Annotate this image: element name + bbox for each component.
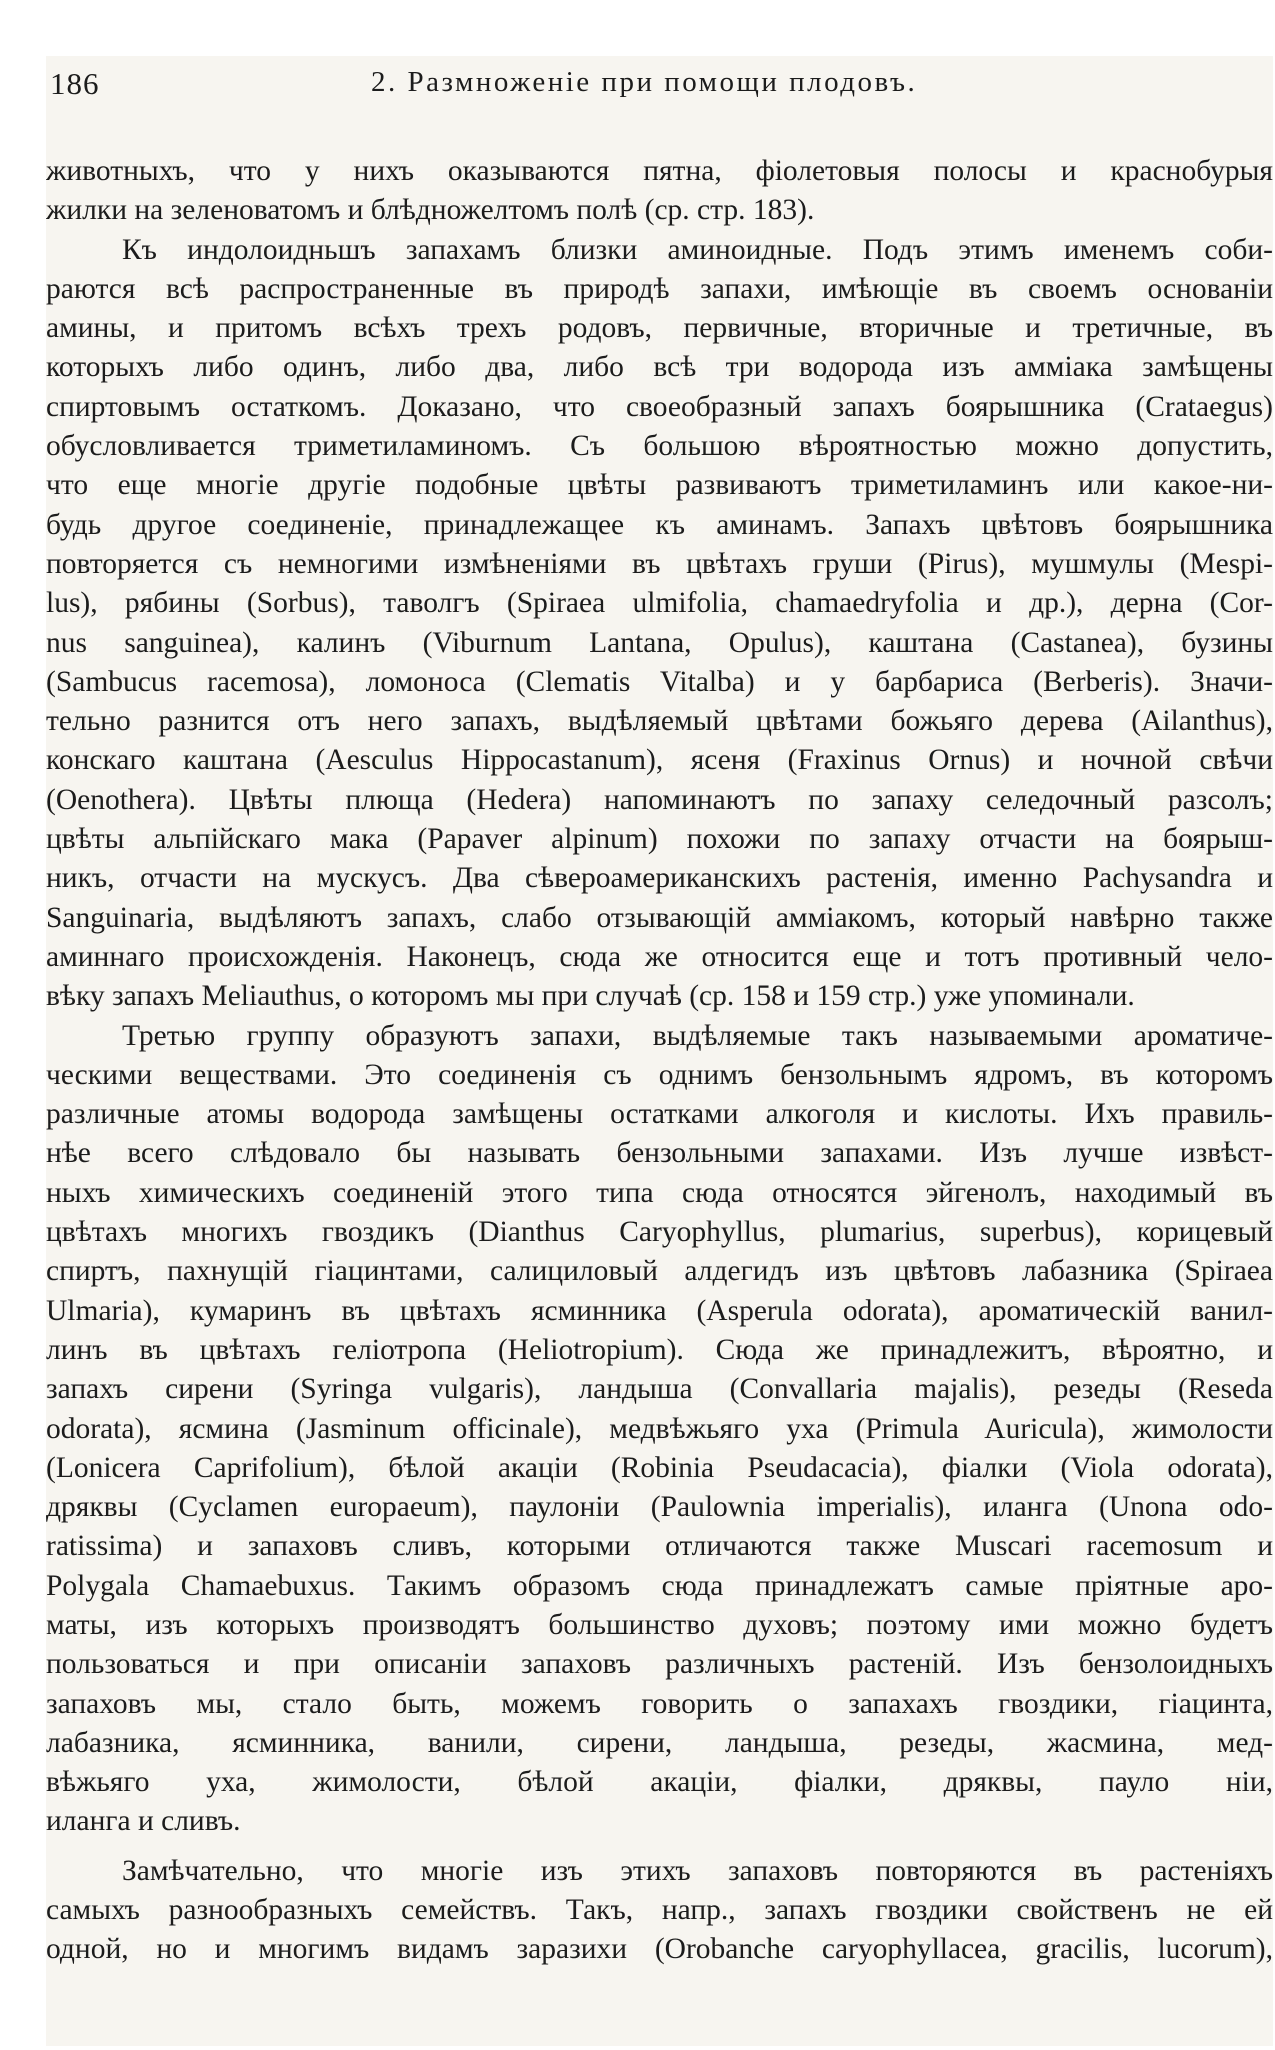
text-line: жилки на зеленоватомъ и блѣдножелтомъ полѣ (ср. стр. 183). <box>46 194 815 227</box>
text-line: одной, но и многимъ видамъ заразихи (Orobanche caryophyllacea, gracilis, lucorum), <box>46 1933 1273 1966</box>
text-line: линъ въ цвѣтахъ геліотропа (Heliotropium). Сюда же принадлежитъ, вѣроятно, и <box>46 1333 1273 1366</box>
text-line: цвѣтахъ многихъ гвоздикъ (Dianthus Caryophyllus, plumarius, superbus), корицевый <box>46 1216 1273 1249</box>
text-line: запаховъ мы, стало быть, можемъ говорить о запахахъ гвоздики, гіацинта, <box>46 1687 1273 1720</box>
text-line: Polygala Chamaebuxus. Такимъ образомъ сюда принадлежатъ самые пріятные аро- <box>46 1569 1273 1602</box>
page-header <box>46 66 1273 106</box>
text-line: Третью группу образуютъ запахи, выдѣляемые такъ называемыми ароматиче- <box>122 1019 1273 1052</box>
text-line: lus), рябины (Sorbus), таволгъ (Spiraea ulmifolia, chamaedryfolia и др.), дерна (Cor- <box>46 587 1273 620</box>
text-line: повторяется съ немногими измѣненіями въ цвѣтахъ груши (Pirus), мушмулы (Mespi- <box>46 547 1273 580</box>
text-line: Ulmaria), кумаринъ въ цвѣтахъ ясминника (Asperula odorata), ароматическій ванил- <box>46 1294 1273 1327</box>
text-line: аминнаго происхожденія. Наконецъ, сюда же относится еще и тотъ противный чело- <box>46 940 1273 973</box>
text-line: пользоваться и при описаніи запаховъ различныхъ растеній. Изъ бензолоидныхъ <box>46 1648 1273 1681</box>
running-head: 2. Размноженіе при помощи плодовъ. <box>371 66 918 98</box>
text-line: Замѣчательно, что многіе изъ этихъ запаховъ повторяются въ растеніяхъ <box>122 1854 1273 1887</box>
book-page <box>46 56 1273 2046</box>
text-line: раются всѣ распространенные въ природѣ запахи, имѣющіе въ своемъ основаніи <box>46 272 1273 305</box>
text-line: Къ индолоидньшъ запахамъ близки аминоидные. Подъ этимъ именемъ соби- <box>122 233 1273 266</box>
text-line: (Sambucus racemosa), ломоноса (Clematis Vitalba) и у барбариса (Berberis). Значи- <box>46 665 1273 698</box>
text-line: запахъ сирени (Syringa vulgaris), ландыша (Convallaria majalis), резеды (Reseda <box>46 1373 1273 1406</box>
text-line: вѣжьяго уха, жимолости, бѣлой акаціи, фіалки, дряквы, пауло ніи, <box>46 1766 1273 1799</box>
body-text <box>46 152 1273 1970</box>
text-line: которыхъ либо одинъ, либо два, либо всѣ три водорода изъ амміака замѣщены <box>46 351 1273 384</box>
text-line: обусловливается триметиламиномъ. Съ большою вѣроятностью можно допустить, <box>46 430 1273 463</box>
text-line: будь другое соединеніе, принадлежащее къ аминамъ. Запахъ цвѣтовъ боярышника <box>46 508 1273 541</box>
text-line: никъ, отчасти на мускусъ. Два сѣвероамериканскихъ растенія, именно Pachysandra и <box>46 862 1273 895</box>
text-line: спиртъ, пахнущій гіацинтами, салициловый алдегидъ изъ цвѣтовъ лабазника (Spiraea <box>46 1255 1273 1288</box>
text-line: что еще многіе другіе подобные цвѣты развиваютъ триметиламинъ или какое-ни- <box>46 469 1273 502</box>
text-line: odorata), ясмина (Jasminum officinale), медвѣжьяго уха (Primula Auricula), жимолости <box>46 1412 1273 1445</box>
text-line: тельно разнится отъ него запахъ, выдѣляемый цвѣтами божьяго дерева (Ailanthus), <box>46 705 1273 738</box>
text-line: дряквы (Cyclamen europaeum), паулоніи (Paulownia imperialis), иланга (Unona odo- <box>46 1491 1273 1524</box>
text-line: лабазника, ясминника, ванили, сирени, ландыша, резеды, жасмина, мед- <box>46 1726 1273 1759</box>
text-line: nus sanguinea), калинъ (Viburnum Lantana, Opulus), каштана (Castanea), бузины <box>46 626 1273 659</box>
text-line: животныхъ, что у нихъ оказываются пятна, фіолетовыя полосы и краснобурыя <box>46 155 1273 187</box>
text-line: нѣе всего слѣдовало бы называть бензольными запахами. Изъ лучше извѣст- <box>46 1137 1273 1170</box>
text-line: самыхъ разнообразныхъ семействъ. Такъ, напр., запахъ гвоздики свойственъ не ей <box>46 1894 1273 1927</box>
text-line: вѣку запахъ Meliauthus, о которомъ мы при случаѣ (ср. 158 и 159 стр.) уже упоминали. <box>46 980 1135 1013</box>
text-line: (Oenothera). Цвѣты плюща (Hedera) напоминаютъ по запаху селедочный разсолъ; <box>46 783 1273 816</box>
text-line: ratissima) и запаховъ сливъ, которыми отличаются также Muscari racemosum и <box>46 1530 1273 1563</box>
text-line: (Lonicera Caprifolium), бѣлой акаціи (Robinia Pseudacacia), фіалки (Viola odorata), <box>46 1451 1273 1484</box>
page-number: 186 <box>50 66 100 101</box>
text-line: иланга и сливъ. <box>46 1805 241 1838</box>
text-line: ныхъ химическихъ соединеній этого типа сюда относятся эйгенолъ, находимый въ <box>46 1176 1273 1209</box>
text-line: конскаго каштана (Aesculus Hippocastanum), ясеня (Fraxinus Ornus) и ночной свѣчи <box>46 744 1273 777</box>
text-line: маты, изъ которыхъ производятъ большинство духовъ; поэтому ими можно будетъ <box>46 1608 1273 1641</box>
text-line: Sanguinaria, выдѣляютъ запахъ, слабо отзывающій амміакомъ, который навѣрно также <box>46 901 1273 934</box>
text-line: ческими веществами. Это соединенія съ однимъ бензольнымъ ядромъ, въ которомъ <box>46 1058 1273 1091</box>
paragraph-gap <box>46 1842 1273 1852</box>
text-line: спиртовымъ остаткомъ. Доказано, что своеобразный запахъ боярышника (Crataegus) <box>46 390 1273 423</box>
text-line: цвѣты альпійскаго мака (Papaver alpinum) похожи по запаху отчасти на боярыш- <box>46 823 1273 856</box>
text-line: амины, и притомъ всѣхъ трехъ родовъ, первичные, вторичные и третичные, въ <box>46 312 1273 345</box>
text-line: различные атомы водорода замѣщены остатками алкоголя и кислоты. Ихъ правиль- <box>46 1098 1273 1131</box>
